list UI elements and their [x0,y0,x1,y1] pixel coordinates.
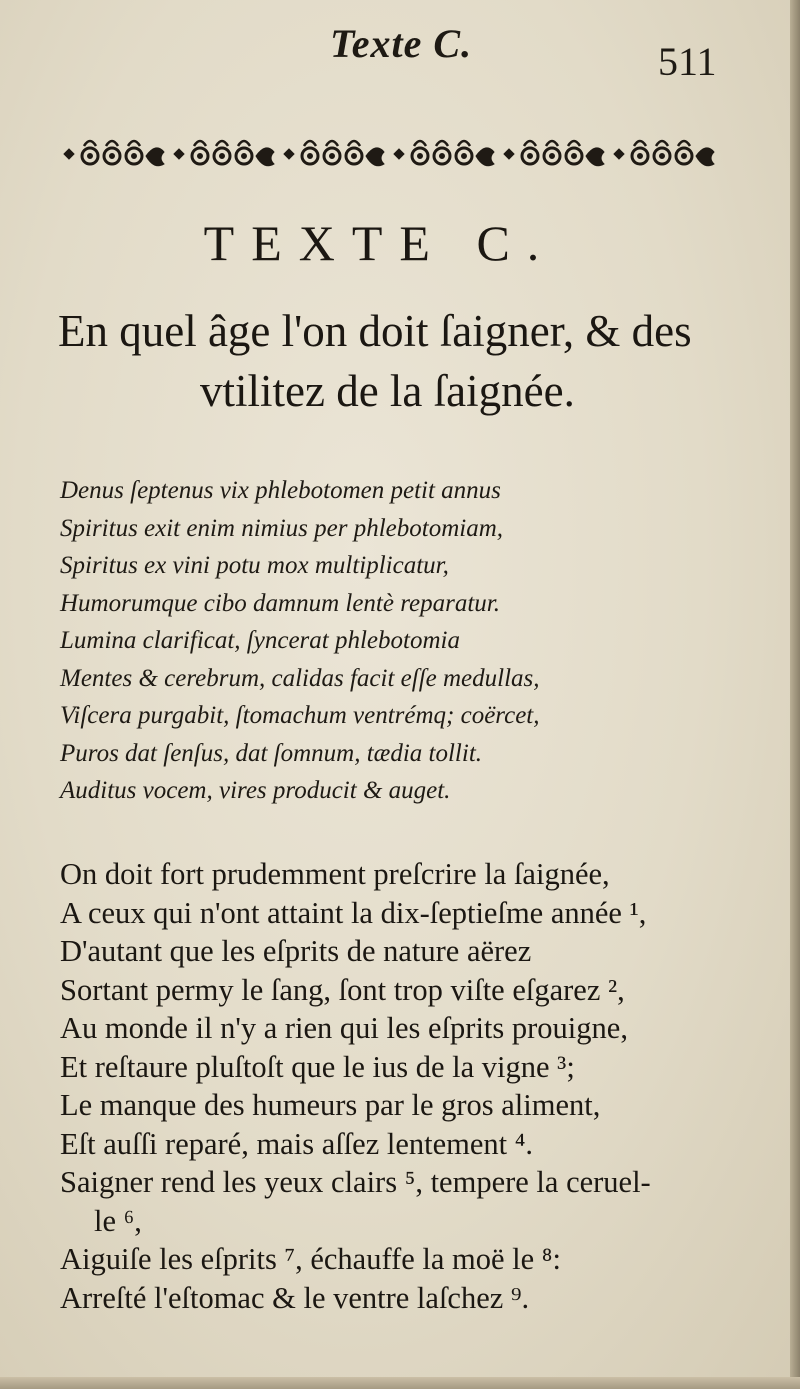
latin-verse-line: Spiritus exit enim nimius per phlebotomiam, [60,514,504,542]
latin-verse [60,472,700,810]
french-verse-line: Eſt auſſi reparé, mais aſſez lentement ⁴. [60,1126,534,1161]
french-verse [60,855,750,1317]
french-verse-line: Sortant permy le ſang, ſont trop viſte eſgarez ², [60,972,625,1007]
latin-verse-line: Mentes & cerebrum, calidas facit eſſe medullas, [60,664,540,692]
latin-verse-line: Spiritus ex vini potu mox multiplicatur, [60,552,449,579]
french-verse-line: le ⁶, [94,1203,142,1238]
page-edge-bottom [0,1377,800,1389]
latin-verse-line: Auditus vocem, vires producit & auget. [60,777,451,804]
french-verse-line: Le manque des humeurs par le gros aliment, [60,1088,601,1122]
heading-line-1: En quel âge l'on doit ſaigner, & des [58,306,692,356]
latin-verse-line: Lumina clarificat, ſyncerat phlebotomia [60,627,460,654]
latin-verse-line: Denus ſeptenus vix phlebotomen petit annus [60,477,501,504]
french-verse-line: Au monde il n'y a rien qui les eſprits prouigne, [60,1011,628,1045]
french-verse-line: Et reſtaure pluſtoſt que le ius de la vigne ³; [60,1049,575,1084]
fleuron-ornament-icon [60,132,720,176]
french-verse-line: Aiguiſe les eſprits ⁷, échauffe la moë le ⁸: [60,1242,561,1276]
heading-line-2: vtilitez de la ſaignée. [200,366,575,416]
latin-verse-line: Humorumque cibo damnum lentè reparatur. [60,589,501,617]
running-head: Texte C. [330,21,473,66]
section-title: TEXTE C. [203,215,557,271]
french-verse-line: Arreſté l'eſtomac & le ventre laſchez ⁹. [60,1280,530,1315]
page-edge-right [790,0,800,1389]
page-number: 511 [658,39,717,84]
french-verse-line: Saigner rend les yeux clairs ⁵, tempere la ceruel- [60,1165,651,1199]
latin-verse-line: Puros dat ſenſus, dat ſomnum, tædia tollit. [60,739,483,767]
french-verse-line: D'autant que les eſprits de nature aërez [60,934,532,968]
latin-verse-line: Viſcera purgabit, ſtomachum ventrémq; coërcet, [60,702,540,729]
french-verse-line: A ceux qui n'ont attaint la dix-ſeptieſme année ¹, [60,895,647,930]
french-verse-line: On doit fort prudemment preſcrire la ſaignée, [60,857,610,891]
